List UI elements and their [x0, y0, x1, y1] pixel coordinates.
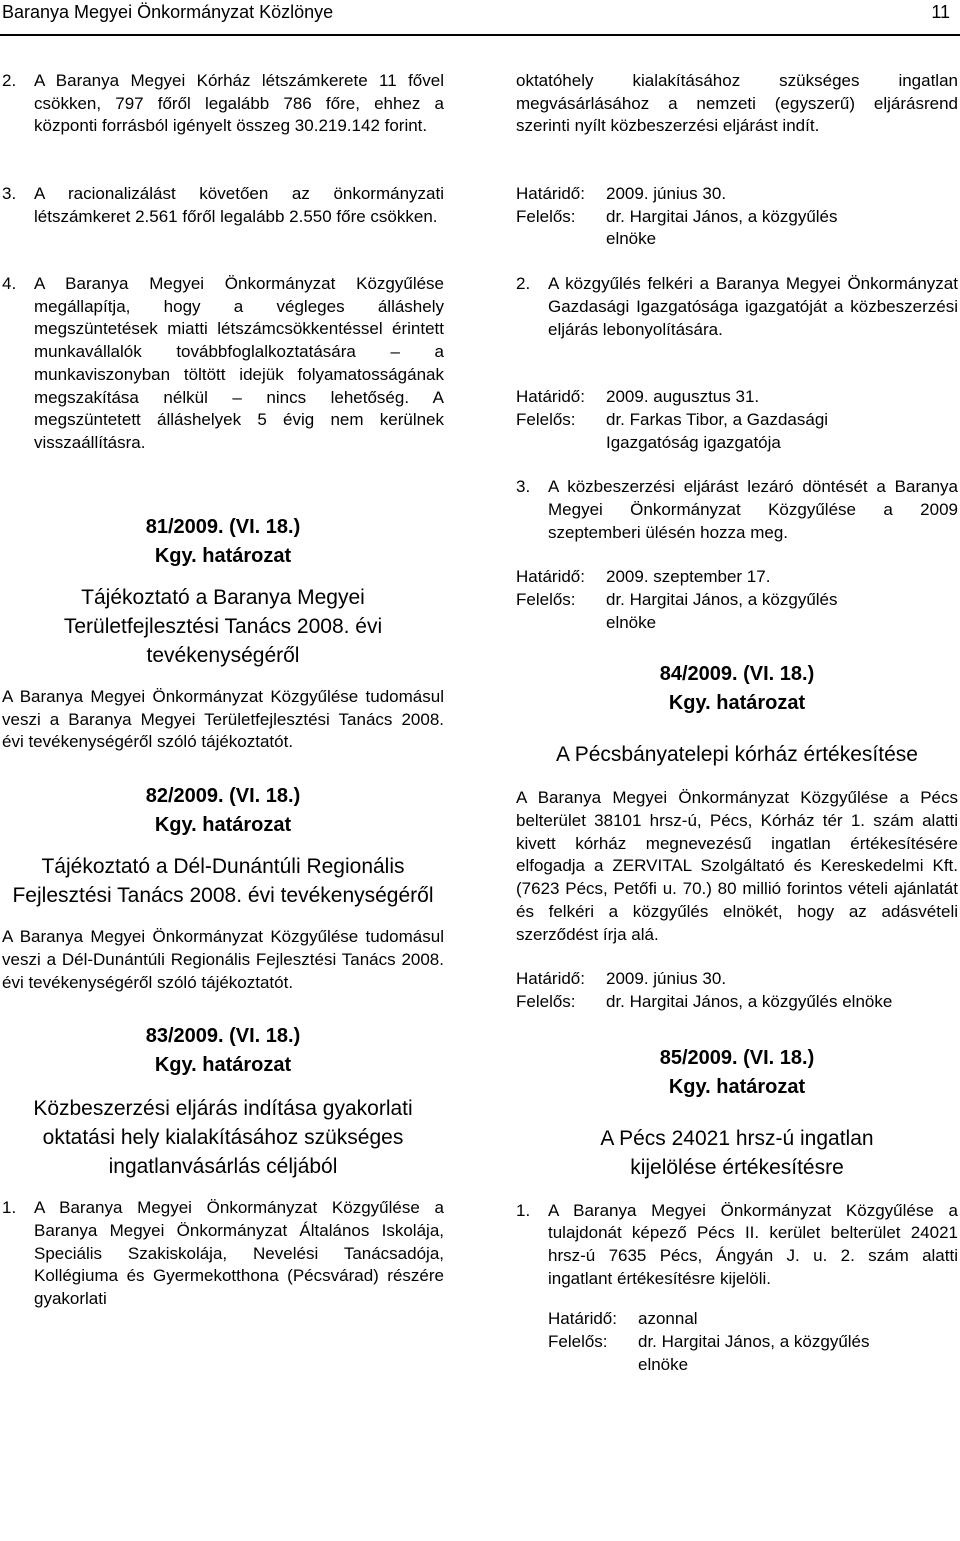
list-item: 3. A racionalizálást követően az önkormányzati létszámkeret 2.561 főről legalább 2.550 főre csökken.: [2, 184, 444, 226]
resolution-title: A Pécs 24021 hrsz-ú ingatlan kijelölése értékesítésre: [600, 1126, 874, 1179]
responsible: Felelős: dr. Farkas Tibor, a Gazdasági Igazgatóság igazgatója: [516, 409, 829, 452]
responsible: Felelős: dr. Hargitai János, a közgyűlés elnöke: [548, 1332, 870, 1374]
resolution-type: Kgy. határozat: [668, 1075, 806, 1098]
resolution-type: Kgy. határozat: [668, 692, 806, 715]
resolution-title: Tájékoztató a Dél-Dunántúli Regionális Fejlesztési Tanács 2008. évi tevékenységéről: [12, 855, 434, 908]
resolution-type: Kgy. határozat: [154, 545, 292, 567]
deadline: Határidő: 2009. június 30.: [516, 184, 727, 203]
resolution-title: Tájékoztató a Baranya Megyei Területfejlesztési Tanács 2008. évi tevékenységéről: [63, 586, 383, 667]
list-item: 3. A közbeszerzési eljárást lezáró döntését a Baranya Megyei Önkormányzat Közgyűlése a 2009 szeptemberi ülésén hozza meg.: [516, 477, 958, 542]
responsible: Felelős: dr. Hargitai János, a közgyűlés elnöke: [516, 589, 838, 632]
deadline: Határidő: azonnal: [548, 1309, 698, 1329]
list-item: 2. A Baranya Megyei Kórház létszámkerete 11 fővel csökken, 797 főről legalább 786 főre, ehhez a központi forrásból igényelt összeg 30.219.142 forint.: [2, 71, 444, 136]
resolution-number: 81/2009. (VI. 18.): [145, 516, 301, 538]
resolution-text: A Baranya Megyei Önkormányzat Közgyűlése tudomásul veszi a Baranya Megyei Területfejlesztési Tanács 2008. évi tevékenységéről szóló tájékoztatót.: [2, 687, 444, 752]
responsible: Felelős: dr. Hargitai János, a közgyűlés elnöke: [516, 991, 893, 1011]
resolution-text: A Baranya Megyei Önkormányzat Közgyűlése tudomásul veszi a Dél-Dunántúli Regionális Fejlesztési Tanács 2008. évi tevékenységéről szóló tájékoztatót.: [2, 927, 444, 992]
resolution-number: 84/2009. (VI. 18.): [659, 663, 815, 686]
resolution-type: Kgy. határozat: [154, 814, 292, 837]
resolution-number: 82/2009. (VI. 18.): [145, 785, 301, 808]
deadline: Határidő: 2009. augusztus 31.: [516, 387, 760, 407]
right-column: [516, 70, 958, 1377]
publication-title: Baranya Megyei Önkormányzat Közlönye: [2, 2, 334, 22]
resolution-number: 83/2009. (VI. 18.): [145, 1025, 301, 1048]
page-header: [0, 0, 960, 36]
list-item: 2. A közgyűlés felkéri a Baranya Megyei Önkormányzat Gazdasági Igazgatósága igazgatóját a közbeszerzési eljárás lebonyolítására.: [516, 274, 958, 339]
left-column: [2, 70, 444, 1311]
deadline: Határidő: 2009. június 30.: [516, 969, 727, 989]
resolution-text: A Baranya Megyei Önkormányzat Közgyűlése a Pécs belterület 38101 hrsz-ú, Pécs, Kórház tér 1. szám alatti kivett kórház megnevezésű ingatlan értékesítésére elfogadja a ZERVITAL Szolgáltató és Kereskedelmi Kft. (7623 Pécs, Petőfi u. 70.) 80 millió forintos vételi ajánlatát és felkéri a közgyűlés elnökét, hogy az adásvételi szerződést írja alá.: [516, 788, 958, 944]
list-item: 4. A Baranya Megyei Önkormányzat Közgyűlése megállapítja, hogy a végleges álláshely megszüntetések miatti létszámcsökkentéssel érintett munkavállalók továbbfoglalkoztatására – a munkaviszonyban töltött idejük folyamatosságának megszakítása nélkül – nincs lehetőség. A megszüntetett álláshelyek 5 évig nem kerülnek visszaállításra.: [2, 274, 444, 452]
continued-text: oktatóhely kialakításához szükséges ingatlan megvásárlásához a nemzeti (egyszerű) eljárásrend szerinti nyílt közbeszerzési eljárást indít.: [516, 71, 958, 136]
responsible: Felelős: dr. Hargitai János, a közgyűlés elnöke: [516, 206, 838, 249]
resolution-type: Kgy. határozat: [154, 1054, 292, 1077]
page-number: 11: [931, 2, 950, 22]
resolution-title: Közbeszerzési eljárás indítása gyakorlati oktatási hely kialakításához szükséges ingatlanvásárlás céljából: [33, 1097, 413, 1179]
deadline: Határidő: 2009. szeptember 17.: [516, 567, 771, 587]
list-item: 1. A Baranya Megyei Önkormányzat Közgyűlése a Baranya Megyei Önkormányzat Általános Iskolája, Speciális Szakiskolája, Nevelési Tanácsadója, Kollégiuma és Gyermekotthona (Pécsvárad) részére gyakorlati: [2, 1198, 444, 1309]
list-item: 1. A Baranya Megyei Önkormányzat Közgyűlése a tulajdonát képező Pécs II. kerület belterület 24021 hrsz-ú 7635 Pécs, Ángyán J. u. 2. szám alatti ingatlant értékesítésre kijelöli.: [516, 1200, 958, 1288]
resolution-title: A Pécsbányatelepi kórház értékesítése: [556, 743, 918, 767]
resolution-number: 85/2009. (VI. 18.): [659, 1046, 815, 1069]
